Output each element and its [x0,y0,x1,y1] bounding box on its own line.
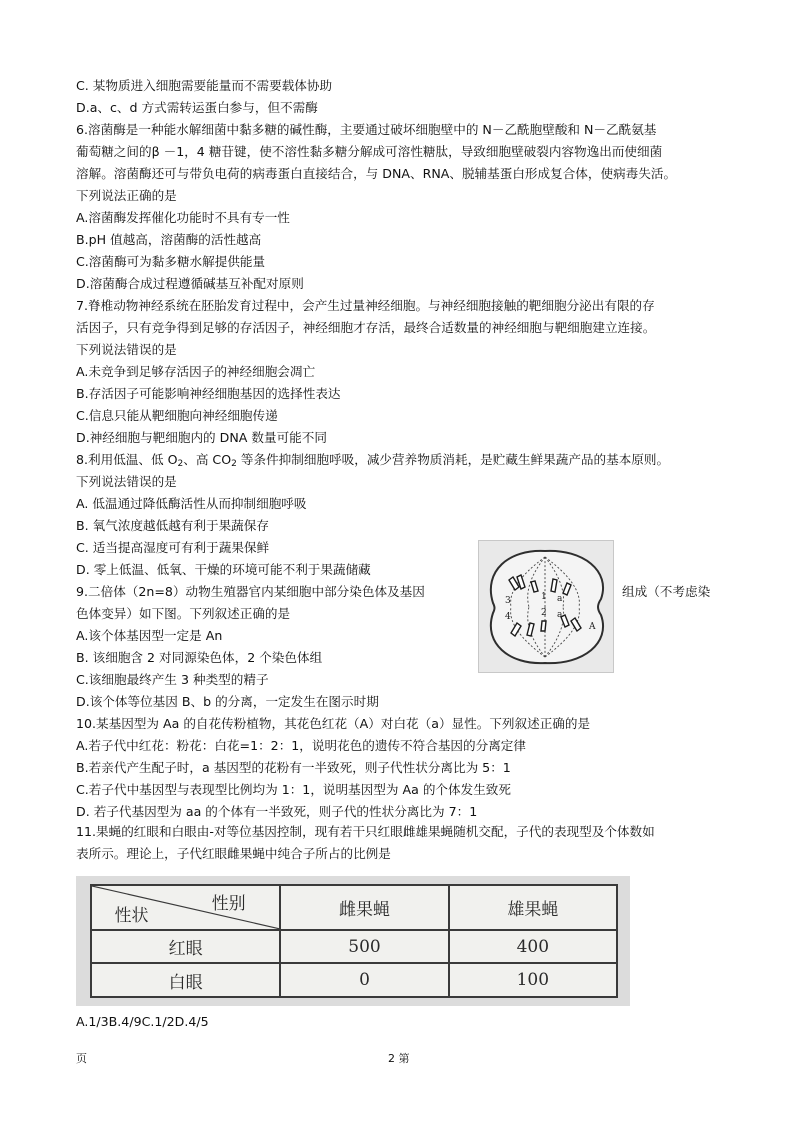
q10-option-d: D. 若子代基因型为 aa 的个体有一半致死，则子代的性状分离比为 7：1 [76,804,478,819]
q5-option-d: D.a、c、d 方式需转运蛋白参与，但不需酶 [76,100,318,115]
q6-stem-line1: 6.溶菌酶是一种能水解细菌中黏多糖的碱性酶，主要通过破坏细胞壁中的 N－乙酰胞壁酸和 N－乙酰氨基 [76,122,657,137]
q10-option-b: B.若亲代产生配子时，a 基因型的花粉有一半致死，则子代性状分离比为 5：1 [76,760,511,775]
cell-red-male: 400 [449,930,617,964]
table-row [91,963,617,997]
q6-option-d: D.溶菌酶合成过程遵循碱基互补配对原则 [76,276,304,291]
q10-option-c: C.若子代中基因型与表现型比例均为 1：1，说明基因型为 Aa 的个体发生致死 [76,782,511,797]
q11-options: A.1/3B.4/9C.1/2D.4/5 [76,1014,209,1029]
footer-page-label: 页 [76,1052,87,1065]
q8-option-a: A. 低温通过降低酶活性从而抑制细胞呼吸 [76,496,307,511]
q6-question: 下列说法正确的是 [76,188,177,203]
footer-page-number: 2 第 [388,1052,410,1065]
fig-label-3: 3 [505,596,511,606]
eye-color-table [90,884,618,998]
q6-option-a: A.溶菌酶发挥催化功能时不具有专一性 [76,210,290,225]
table-row [91,930,617,964]
q9-option-c: C.该细胞最终产生 3 种类型的精子 [76,672,269,687]
cell-white-male: 100 [449,963,617,997]
corner-header-gender: 性别 [211,893,246,914]
fig-label-a2: a [557,610,563,620]
row-trait-red: 红眼 [91,930,280,964]
q8-question: 下列说法错误的是 [76,474,177,489]
q6-option-c: C.溶菌酶可为黏多糖水解提供能量 [76,254,266,269]
table-corner-cell [91,885,280,930]
fig-label-a1: a [557,594,563,604]
fig-label-A: A [589,622,596,632]
q7-stem-line2: 活因子，只有竞争得到足够的存活因子，神经细胞才存活，最终合适数量的神经细胞与靶细胞建立连接。 [76,320,656,335]
fig-label-4: 4 [505,612,511,622]
q9-stem-line1-right: 组成（不考虑染 [622,584,711,599]
q9-stem-line1: 9.二倍体（2n=8）动物生殖器官内某细胞中部分染色体及基因 [76,584,425,599]
q8-option-d: D. 零上低温、低氧、干燥的环境可能不利于果蔬储藏 [76,562,371,577]
q7-stem-line1: 7.脊椎动物神经系统在胚胎发育过程中，会产生过量神经细胞。与神经细胞接触的靶细胞分泌出有限的存 [76,298,655,313]
cell-division-figure [478,540,614,673]
q11-stem-line2: 表所示。理论上，子代红眼雌果蝇中纯合子所占的比例是 [76,846,391,861]
q9-option-d: D.该个体等位基因 B、b 的分离，一定发生在图示时期 [76,694,379,709]
col-header-male: 雄果蝇 [449,885,617,930]
q8-stem-line1: 8.利用低温、低 $O_2$、高 $CO_2$ 等条件抑制细胞呼吸，减少营养物质消耗，是贮藏生鲜果蔬产品的基本原则。 [76,452,670,469]
cell-diagram [479,541,613,672]
corner-header-trait: 性状 [114,906,149,927]
col-header-female: 雌果蝇 [280,885,448,930]
q9-option-b: B. 该细胞含 2 对同源染色体，2 个染色体组 [76,650,323,665]
q10-stem: 10.某基因型为 Aa 的自花传粉植物，其花色红花（A）对白花（a）显性。下列叙述正确的是 [76,716,591,731]
q7-option-d: D.神经细胞与靶细胞内的 DNA 数量可能不同 [76,430,327,445]
q6-stem-line3: 溶解。溶菌酶还可与带负电荷的病毒蛋白直接结合，与 DNA、RNA、脱辅基蛋白形成复合体，使病毒失活。 [76,166,677,181]
row-trait-white: 白眼 [91,963,280,997]
q6-stem-line2: 葡萄糖之间的β －1，4 糖苷键，使不溶性黏多糖分解成可溶性糖肽，导致细胞壁破裂内容物逸出而使细菌 [76,144,663,159]
fig-label-1: 1 [541,592,547,602]
cell-white-female: 0 [280,963,448,997]
q7-option-a: A.未竞争到足够存活因子的神经细胞会凋亡 [76,364,316,379]
q9-option-a: A.该个体基因型一定是 An [76,628,223,643]
q7-option-b: B.存活因子可能影响神经细胞基因的选择性表达 [76,386,341,401]
q7-option-c: C.信息只能从靶细胞向神经细胞传递 [76,408,278,423]
q9-stem-line2: 色体变异）如下图。下列叙述正确的是 [76,606,291,621]
q10-option-a: A.若子代中红花：粉花：白花=1：2：1，说明花色的遗传不符合基因的分离定律 [76,738,526,753]
q8-option-b: B. 氧气浓度越低越有利于果蔬保存 [76,518,269,533]
q11-stem-line1: 11.果蝇的红眼和白眼由-对等位基因控制，现有若干只红眼雌雄果蝇随机交配，子代的表现型及个体数如 [76,824,655,839]
q8-option-c: C. 适当提高湿度可有利于蔬果保鲜 [76,540,270,555]
q7-question: 下列说法错误的是 [76,342,177,357]
eye-color-table-image [76,876,630,1006]
cell-red-female: 500 [280,930,448,964]
q5-option-c: C. 某物质进入细胞需要能量而不需要载体协助 [76,78,333,93]
q6-option-b: B.pH 值越高，溶菌酶的活性越高 [76,232,262,247]
fig-label-2: 2 [541,608,547,618]
